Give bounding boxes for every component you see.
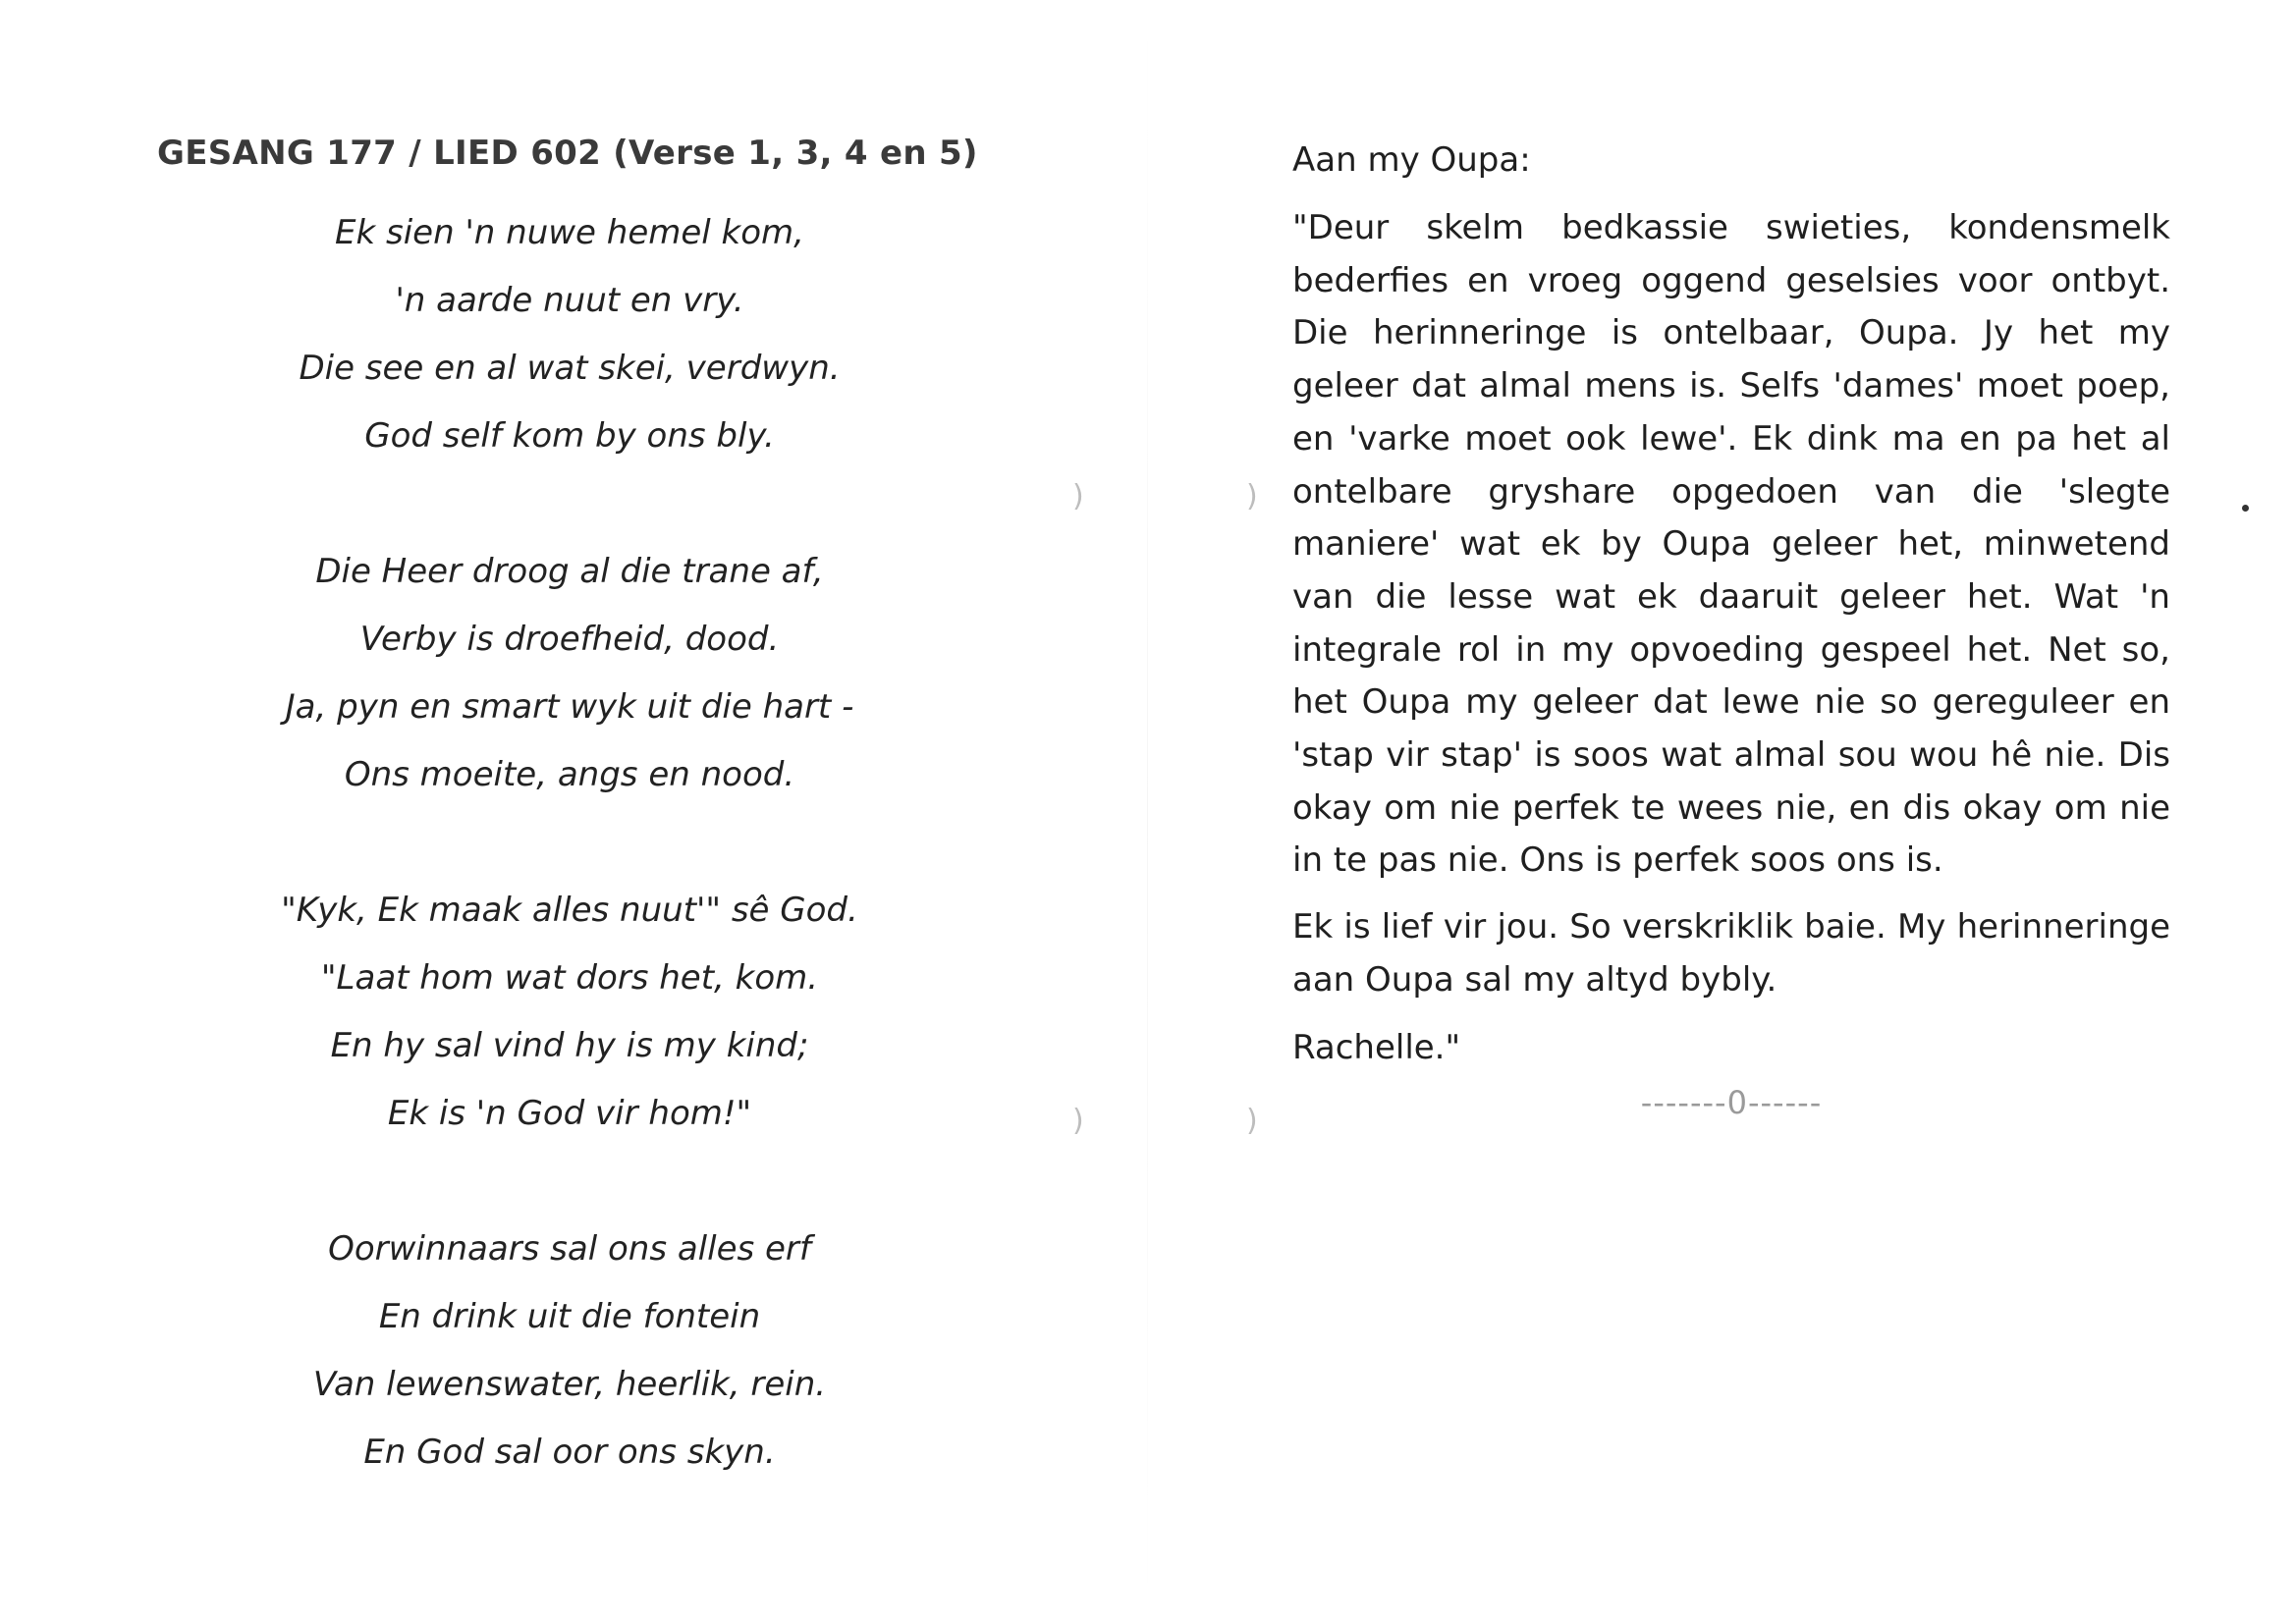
scan-dot (2242, 505, 2249, 512)
verse-line: En drink uit die fontein (378, 1297, 761, 1336)
verse-3 (0, 877, 1139, 1148)
verse-1 (0, 199, 1139, 470)
scan-bracket-mark: ) (1246, 479, 1258, 514)
tribute-text (1292, 134, 2170, 1121)
scan-bracket-mark: ) (1072, 479, 1084, 514)
verse-line: God self kom by ons bly. (364, 416, 775, 456)
hymn-title: GESANG 177 / LIED 602 (Verse 1, 3, 4 en 5) (157, 134, 978, 173)
right-page (1148, 0, 2296, 1624)
verse-line: "Laat hom wat dors het, kom. (320, 958, 819, 998)
tribute-paragraph: "Deur skelm bedkassie swieties, kondensmelk bederfies en vroeg oggend geselsies voor ontbyt. Die herinneringe is ontelbaar, Oupa. Jy het my geleer dat almal mens is. Selfs 'dames' moet poep, en 'varke moet ook lewe'. Ek dink ma en pa het al ontelbare gryshare opgedoen van die 'slegte maniere' wat ek by Oupa geleer het, minwetend van die lesse wat ek daaruit geleer het. Wat 'n integrale rol in my opvoeding gespeel het. Net so, het Oupa my geleer dat lewe nie so gereguleer en 'stap vir stap' is soos wat almal sou wou hê nie. Dis okay om nie perfek te wees nie, en dis okay om nie in te pas nie. Ons is perfek soos ons is. (1292, 208, 2170, 881)
verse-line: Oorwinnaars sal ons alles erf (328, 1229, 811, 1269)
verse-line: Verby is droefheid, dood. (359, 620, 780, 659)
verse-line: Die see en al wat skei, verdwyn. (299, 349, 841, 388)
scan-bracket-mark: ) (1246, 1104, 1258, 1138)
tribute-paragraph: Ek is lief vir jou. So verskriklik baie. My herinneringe aan Oupa sal my altyd bybly. (1292, 907, 2170, 1000)
verse-line: Ons moeite, angs en nood. (344, 755, 795, 794)
section-divider: -------0------ (1640, 1083, 1823, 1121)
verse-line: Ek is 'n God vir hom!" (387, 1094, 752, 1133)
verse-line: Ek sien 'n nuwe hemel kom, (335, 213, 804, 252)
salutation: Aan my Oupa: (1292, 140, 1531, 180)
verse-line: 'n aarde nuut en vry. (395, 281, 744, 320)
scan-bracket-mark: ) (1072, 1104, 1084, 1138)
verse-2 (0, 538, 1139, 809)
signature: Rachelle." (1292, 1027, 1461, 1067)
verse-4 (0, 1216, 1139, 1487)
verse-line: Ja, pyn en smart wyk uit die hart - (285, 687, 854, 727)
verse-line: En God sal oor ons skyn. (363, 1433, 776, 1472)
verse-line: Van lewenswater, heerlik, rein. (312, 1365, 827, 1404)
hymn-verses (0, 199, 1139, 1554)
verse-line: En hy sal vind hy is my kind; (330, 1026, 809, 1065)
verse-line: Die Heer droog al die trane af, (315, 552, 824, 591)
verse-line: "Kyk, Ek maak alles nuut'" sê God. (281, 891, 858, 930)
